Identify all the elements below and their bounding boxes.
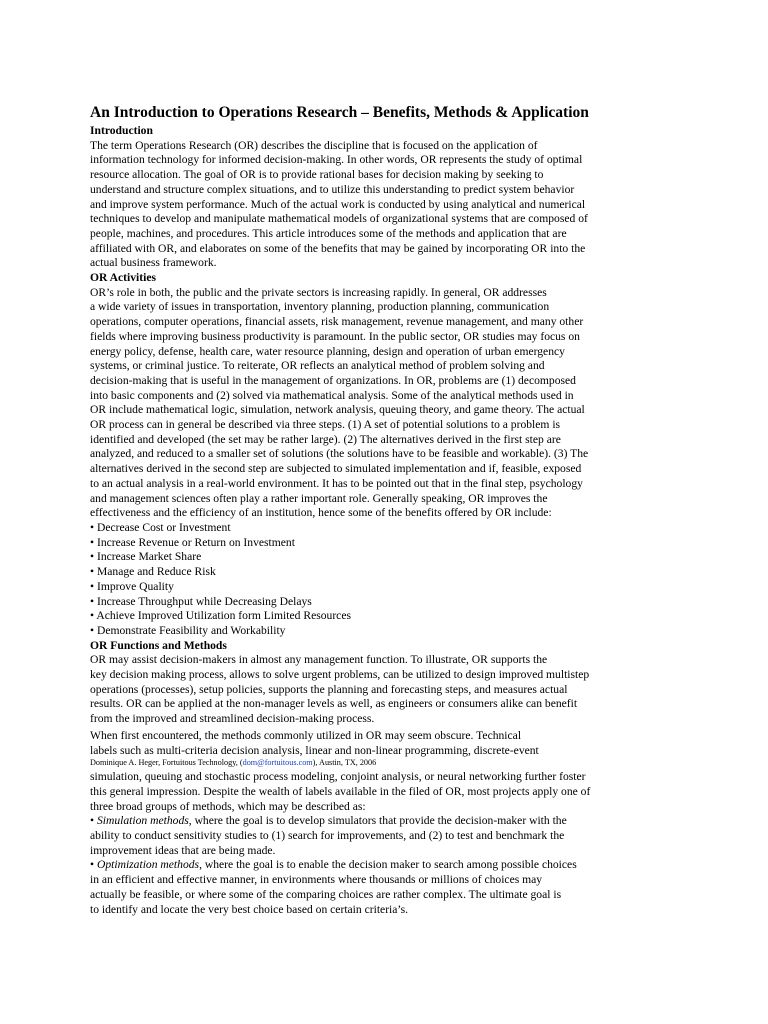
intro-line: affiliated with OR, and elaborates on some of the benefits that may be gained by incorporating OR into the [90, 241, 586, 255]
functions-line: When first encountered, the methods commonly utilized in OR may seem obscure. Technical [90, 728, 522, 742]
method-description-line: in an efficient and effective manner, in environments where thousands or millions of choices may [90, 873, 543, 887]
activities-line: alternatives derived in the second step are subjected to simulated implementation and if, feasible, exposed [90, 462, 582, 476]
footer-author: Dominique A. Heger, Fortuitous Technology, ( [90, 758, 243, 768]
heading-or-activities: OR Activities [90, 271, 157, 285]
activities-line: OR process can in general be described via three steps. (1) A set of potential solutions to a problem is [90, 418, 561, 432]
intro-line: information technology for informed decision-making. In other words, OR represents the study of optimal [90, 153, 583, 167]
intro-line: understand and structure complex situations, and to utilize this understanding to predict system behavior [90, 182, 575, 196]
intro-line: techniques to develop and manipulate mathematical models of organizational systems that are composed of [90, 212, 588, 226]
activities-line: a wide variety of issues in transportation, inventory planning, production planning, communication [90, 300, 550, 314]
bullet-mark: • [90, 814, 97, 828]
functions-line: this general impression. Despite the wealth of labels available in the filed of OR, most projects apply one of [90, 784, 591, 798]
activities-line: to an actual analysis in a real-world environment. It has to be pointed out that in the final step, psychology [90, 476, 583, 490]
author-email-link[interactable]: dom@fortuitous.com [242, 758, 313, 768]
benefit-list-item: • Decrease Cost or Investment [90, 520, 231, 534]
functions-line: labels such as multi-criteria decision analysis, linear and non-linear programming, discrete-event [90, 743, 539, 757]
intro-line: and improve system performance. Much of the actual work is conducted by using analytical and numerical [90, 197, 586, 211]
functions-line: OR may assist decision-makers in almost any management function. To illustrate, OR supports the [90, 653, 548, 667]
activities-line: decision-making that is useful in the management of organizations. In OR, problems are (1) decomposed [90, 373, 576, 387]
bullet-mark: • [90, 858, 97, 872]
activities-line: OR include mathematical logic, simulation, network analysis, queuing theory, and game theory. The actual [90, 403, 585, 417]
heading-or-functions-methods: OR Functions and Methods [90, 638, 227, 652]
activities-line: analyzed, and reduced to a smaller set of solutions (the solutions have to be feasible and workable). (3) The [90, 447, 589, 461]
intro-line: resource allocation. The goal of OR is to provide rational bases for decision making by seeking to [90, 168, 544, 182]
activities-line: effectiveness and the efficiency of an institution, hence some of the benefits offered by OR include: [90, 506, 552, 520]
page-footer-credit [90, 758, 635, 768]
intro-line: people, machines, and procedures. This article introduces some of the methods and application that are [90, 226, 567, 240]
method-description: , where the goal is to develop simulators that provide the decision-maker with the [188, 814, 567, 828]
footer-location: ), Austin, TX, 2006 [312, 758, 377, 768]
benefit-list-item: • Increase Throughput while Decreasing Delays [90, 594, 312, 608]
document-title: An Introduction to Operations Research – Benefits, Methods & Application [90, 104, 589, 121]
activities-line: energy policy, defense, health care, water resource planning, design and operation of urban emergency [90, 344, 565, 358]
benefit-list-item: • Manage and Reduce Risk [90, 565, 216, 579]
benefit-list-item: • Achieve Improved Utilization form Limited Resources [90, 609, 351, 623]
functions-line: results. OR can be applied at the non-manager levels as well, as engineers or consumers alike can benefit [90, 697, 578, 711]
method-description-line: to identify and locate the very best choice based on certain criteria’s. [90, 902, 409, 916]
method-optimization-item [90, 858, 635, 873]
method-term: Simulation methods [96, 814, 189, 828]
method-description-line: actually be feasible, or where some of the comparing choices are rather complex. The ultimate goal is [90, 887, 562, 901]
method-term: Optimization methods [96, 858, 200, 872]
activities-line: and management sciences often play a rather important role. Generally speaking, OR improves the [90, 491, 548, 505]
method-description-line: improvement ideas that are being made. [90, 843, 276, 857]
method-description: , where the goal is to enable the decision maker to search among possible choices [199, 858, 577, 872]
activities-line: OR’s role in both, the public and the private sectors is increasing rapidly. In general, OR addresses [90, 285, 547, 299]
functions-line: from the improved and streamlined decision-making process. [90, 712, 375, 726]
benefit-list-item: • Improve Quality [90, 579, 174, 593]
activities-line: fields where improving business productivity is paramount. In the public sector, OR studies may focus on [90, 329, 580, 343]
activities-line: identified and developed (the set may be rather large). (2) The alternatives derived in the first step are [90, 432, 561, 446]
document-page [90, 103, 635, 917]
intro-line: The term Operations Research (OR) describes the discipline that is focused on the application of [90, 138, 538, 152]
method-simulation-item [90, 814, 635, 829]
benefit-list-item: • Increase Market Share [90, 550, 202, 564]
functions-line: operations (processes), setup policies, supports the planning and forecasting steps, and measures actual [90, 682, 568, 696]
functions-line: key decision making process, allows to solve urgent problems, can be utilized to design improved multistep [90, 668, 590, 682]
functions-line: three broad groups of methods, which may be described as: [90, 799, 366, 813]
method-description-line: ability to conduct sensitivity studies to (1) search for improvements, and (2) to test and benchmark the [90, 829, 565, 843]
heading-introduction: Introduction [90, 124, 153, 137]
activities-line: into basic components and (2) solved via mathematical analysis. Some of the analytical methods used in [90, 388, 574, 402]
activities-line: systems, or criminal justice. To reiterate, OR reflects an analytical method of problem solving and [90, 359, 545, 373]
functions-line: simulation, queuing and stochastic process modeling, conjoint analysis, or neural networking further foster [90, 770, 586, 784]
benefit-list-item: • Increase Revenue or Return on Investment [90, 535, 295, 549]
intro-line: actual business framework. [90, 256, 217, 270]
activities-line: operations, computer operations, financial assets, risk management, revenue management, and many other [90, 315, 584, 329]
benefit-list-item: • Demonstrate Feasibility and Workability [90, 623, 286, 637]
